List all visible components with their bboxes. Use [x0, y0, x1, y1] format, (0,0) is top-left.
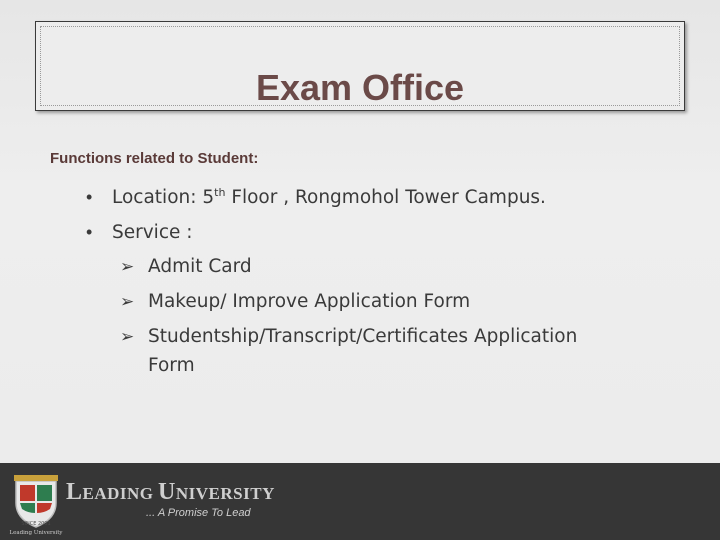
bullet-icon: • — [86, 187, 93, 207]
location-line — [112, 187, 546, 208]
service-item: Studentship/Transcript/Certificates Application — [148, 326, 578, 347]
brand-tagline: ... A Promise To Lead — [146, 507, 251, 519]
brand-word-leading: EADING — [82, 484, 154, 503]
crest-caption: Leading University — [9, 530, 63, 535]
service-item: Makeup/ Improve Application Form — [148, 291, 471, 312]
service-item-continuation: Form — [148, 355, 195, 376]
slide-title: Exam Office — [255, 67, 465, 108]
arrow-bullet-icon: ➢ — [120, 327, 135, 346]
service-label: Service — [112, 222, 181, 243]
university-crest-logo — [8, 473, 64, 535]
service-item: Admit Card — [148, 256, 252, 277]
crest-year: SINCE 2001 — [21, 521, 51, 527]
service-suffix: : — [180, 222, 193, 243]
footer-band — [0, 463, 720, 540]
location-ordinal-suffix: th — [214, 185, 226, 199]
section-subtitle: Functions related to Student: — [50, 150, 259, 167]
arrow-bullet-icon: ➢ — [120, 257, 135, 276]
bullet-icon: • — [86, 222, 93, 242]
location-value-suffix: Floor , Rongmohol Tower Campus. — [225, 187, 546, 208]
brand-initial-l: L — [66, 479, 83, 505]
arrow-bullet-icon: ➢ — [120, 292, 135, 311]
title-box — [35, 21, 685, 111]
location-value-prefix: : 5 — [190, 187, 215, 208]
service-line — [112, 222, 193, 243]
university-brand-name — [66, 479, 275, 506]
location-label: Location — [112, 187, 191, 208]
brand-initial-u: U — [158, 479, 176, 505]
brand-word-university: NIVERSITY — [175, 484, 275, 503]
